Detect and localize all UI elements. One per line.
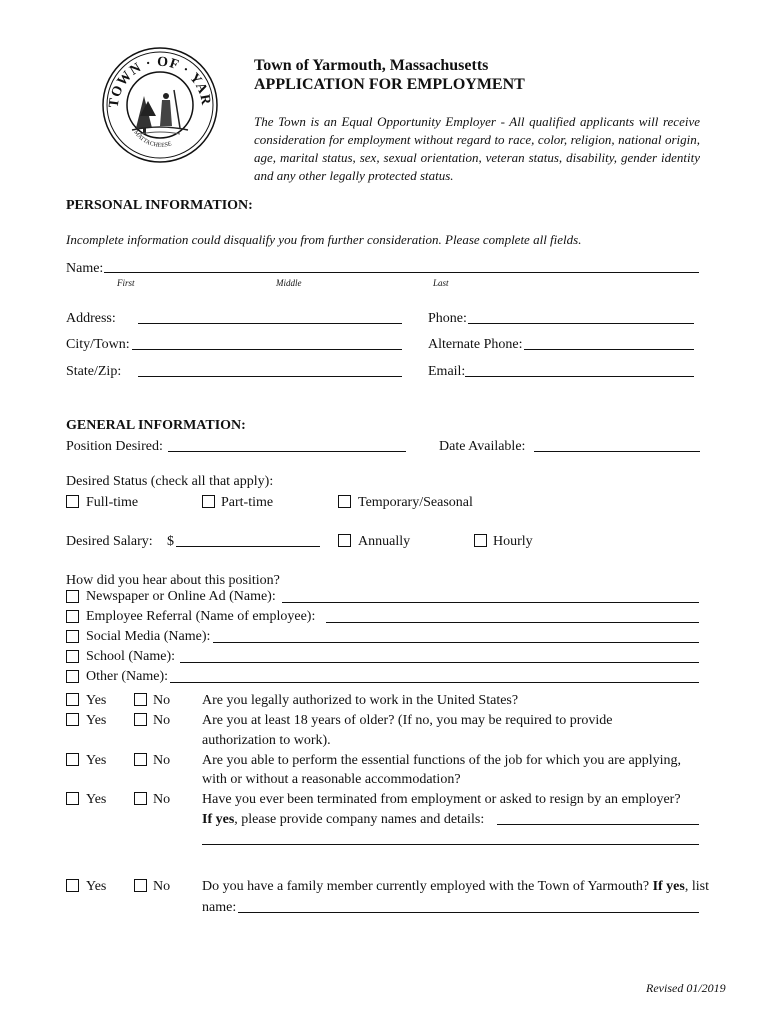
social-media-label: Social Media (Name): <box>86 629 211 644</box>
full-time-checkbox[interactable] <box>66 495 79 508</box>
town-seal <box>100 46 220 164</box>
q5-name-label: name: <box>202 900 237 915</box>
address-field[interactable] <box>138 323 402 324</box>
salary-label: Desired Salary: <box>66 534 153 549</box>
q5-name-field[interactable] <box>238 912 699 913</box>
q5-question: Do you have a family member currently employed with the Town of Yarmouth? <box>202 879 650 894</box>
other-field[interactable] <box>170 682 699 683</box>
q3-yes-checkbox[interactable] <box>66 753 79 766</box>
q2-no-checkbox[interactable] <box>134 713 147 726</box>
city-label: City/Town: <box>66 337 130 352</box>
referral-label: Employee Referral (Name of employee): <box>86 609 316 624</box>
social-media-field[interactable] <box>213 642 699 643</box>
q2-yes-label: Yes <box>86 713 107 728</box>
other-checkbox[interactable] <box>66 670 79 683</box>
q4-details-field-2[interactable] <box>202 844 699 845</box>
q2-no-label: No <box>153 713 171 728</box>
email-field[interactable] <box>465 376 694 377</box>
hear-question: How did you hear about this position? <box>66 573 280 588</box>
social-media-checkbox[interactable] <box>66 630 79 643</box>
q3-no-checkbox[interactable] <box>134 753 147 766</box>
referral-checkbox[interactable] <box>66 610 79 623</box>
form-title: APPLICATION FOR EMPLOYMENT <box>254 76 525 93</box>
q3-text-line1: Are you able to perform the essential functions of the job for which you are applying, <box>202 753 681 768</box>
town-name: Town of Yarmouth, Massachusetts <box>254 57 489 74</box>
state-zip-field[interactable] <box>138 376 402 377</box>
temporary-checkbox[interactable] <box>338 495 351 508</box>
middle-sublabel: Middle <box>276 278 302 288</box>
q1-no-checkbox[interactable] <box>134 693 147 706</box>
q5-text-line1 <box>202 879 709 895</box>
personal-note: Incomplete information could disqualify you from further consideration. Please complete all fields. <box>66 232 582 247</box>
full-time-label: Full-time <box>86 495 139 510</box>
annually-label: Annually <box>358 534 411 549</box>
phone-label: Phone: <box>428 311 467 326</box>
q3-no-label: No <box>153 753 171 768</box>
position-field[interactable] <box>168 451 406 452</box>
eeo-statement: The Town is an Equal Opportunity Employer - All qualified applicants will receive consideration for employment without regard to race, color, religion, national origin, age, marital status, sex, sexual orientation, veteran status, disability, gender identity and any other legally protected status. <box>254 114 700 183</box>
name-field[interactable] <box>104 272 699 273</box>
personal-heading: PERSONAL INFORMATION: <box>66 198 253 213</box>
q5-list: , list <box>684 879 709 894</box>
temporary-label: Temporary/Seasonal <box>358 495 473 510</box>
q4-no-label: No <box>153 792 171 807</box>
phone-field[interactable] <box>468 323 694 324</box>
q2-text-line2: authorization to work). <box>202 733 331 748</box>
svg-text:TOWN · OF · YARMOUTH: TOWN · OF · YAR <box>106 54 214 109</box>
q1-text: Are you legally authorized to work in the United States? <box>202 693 519 708</box>
part-time-checkbox[interactable] <box>202 495 215 508</box>
q4-details-field[interactable] <box>497 824 699 825</box>
date-available-field[interactable] <box>534 451 700 452</box>
q4-no-checkbox[interactable] <box>134 792 147 805</box>
status-question: Desired Status (check all that apply): <box>66 474 274 489</box>
email-label: Email: <box>428 364 466 379</box>
q2-yes-checkbox[interactable] <box>66 713 79 726</box>
school-label: School (Name): <box>86 649 176 664</box>
other-label: Other (Name): <box>86 669 169 684</box>
q5-no-label: No <box>153 879 171 894</box>
q4-if-yes: If yes <box>202 812 235 827</box>
q4-yes-label: Yes <box>86 792 107 807</box>
q5-if-yes: If yes <box>652 879 685 894</box>
q4-text-line2 <box>202 812 484 828</box>
first-sublabel: First <box>117 278 135 288</box>
newspaper-label: Newspaper or Online Ad (Name): <box>86 589 276 604</box>
dollar-sign: $ <box>167 534 174 549</box>
school-field[interactable] <box>180 662 699 663</box>
state-label: State/Zip: <box>66 364 122 379</box>
revised-date: Revised 01/2019 <box>646 981 726 995</box>
q1-no-label: No <box>153 693 171 708</box>
name-label: Name: <box>66 261 104 276</box>
q3-text-line2: with or without a reasonable accommodation? <box>202 772 461 787</box>
q1-yes-checkbox[interactable] <box>66 693 79 706</box>
last-sublabel: Last <box>433 278 449 288</box>
city-field[interactable] <box>132 349 402 350</box>
alt-phone-field[interactable] <box>524 349 694 350</box>
date-available-label: Date Available: <box>439 439 526 454</box>
part-time-label: Part-time <box>221 495 274 510</box>
salary-field[interactable] <box>176 546 320 547</box>
q5-yes-label: Yes <box>86 879 107 894</box>
q2-text-line1: Are you at least 18 years of older? (If no, you may be required to provide <box>202 713 613 728</box>
q4-yes-checkbox[interactable] <box>66 792 79 805</box>
q3-yes-label: Yes <box>86 753 107 768</box>
q4-details-prompt: , please provide company names and details: <box>234 812 485 827</box>
q1-yes-label: Yes <box>86 693 107 708</box>
hourly-checkbox[interactable] <box>474 534 487 547</box>
q4-text-line1: Have you ever been terminated from employment or asked to resign by an employer? <box>202 792 681 807</box>
general-heading: GENERAL INFORMATION: <box>66 418 246 433</box>
q5-no-checkbox[interactable] <box>134 879 147 892</box>
newspaper-checkbox[interactable] <box>66 590 79 603</box>
annually-checkbox[interactable] <box>338 534 351 547</box>
alt-phone-label: Alternate Phone: <box>428 337 523 352</box>
position-label: Position Desired: <box>66 439 163 454</box>
hourly-label: Hourly <box>493 534 533 549</box>
referral-field[interactable] <box>326 622 699 623</box>
address-label: Address: <box>66 311 116 326</box>
q5-yes-checkbox[interactable] <box>66 879 79 892</box>
newspaper-field[interactable] <box>282 602 699 603</box>
svg-text:MATTACHEESE: MATTACHEESE <box>132 129 173 149</box>
school-checkbox[interactable] <box>66 650 79 663</box>
